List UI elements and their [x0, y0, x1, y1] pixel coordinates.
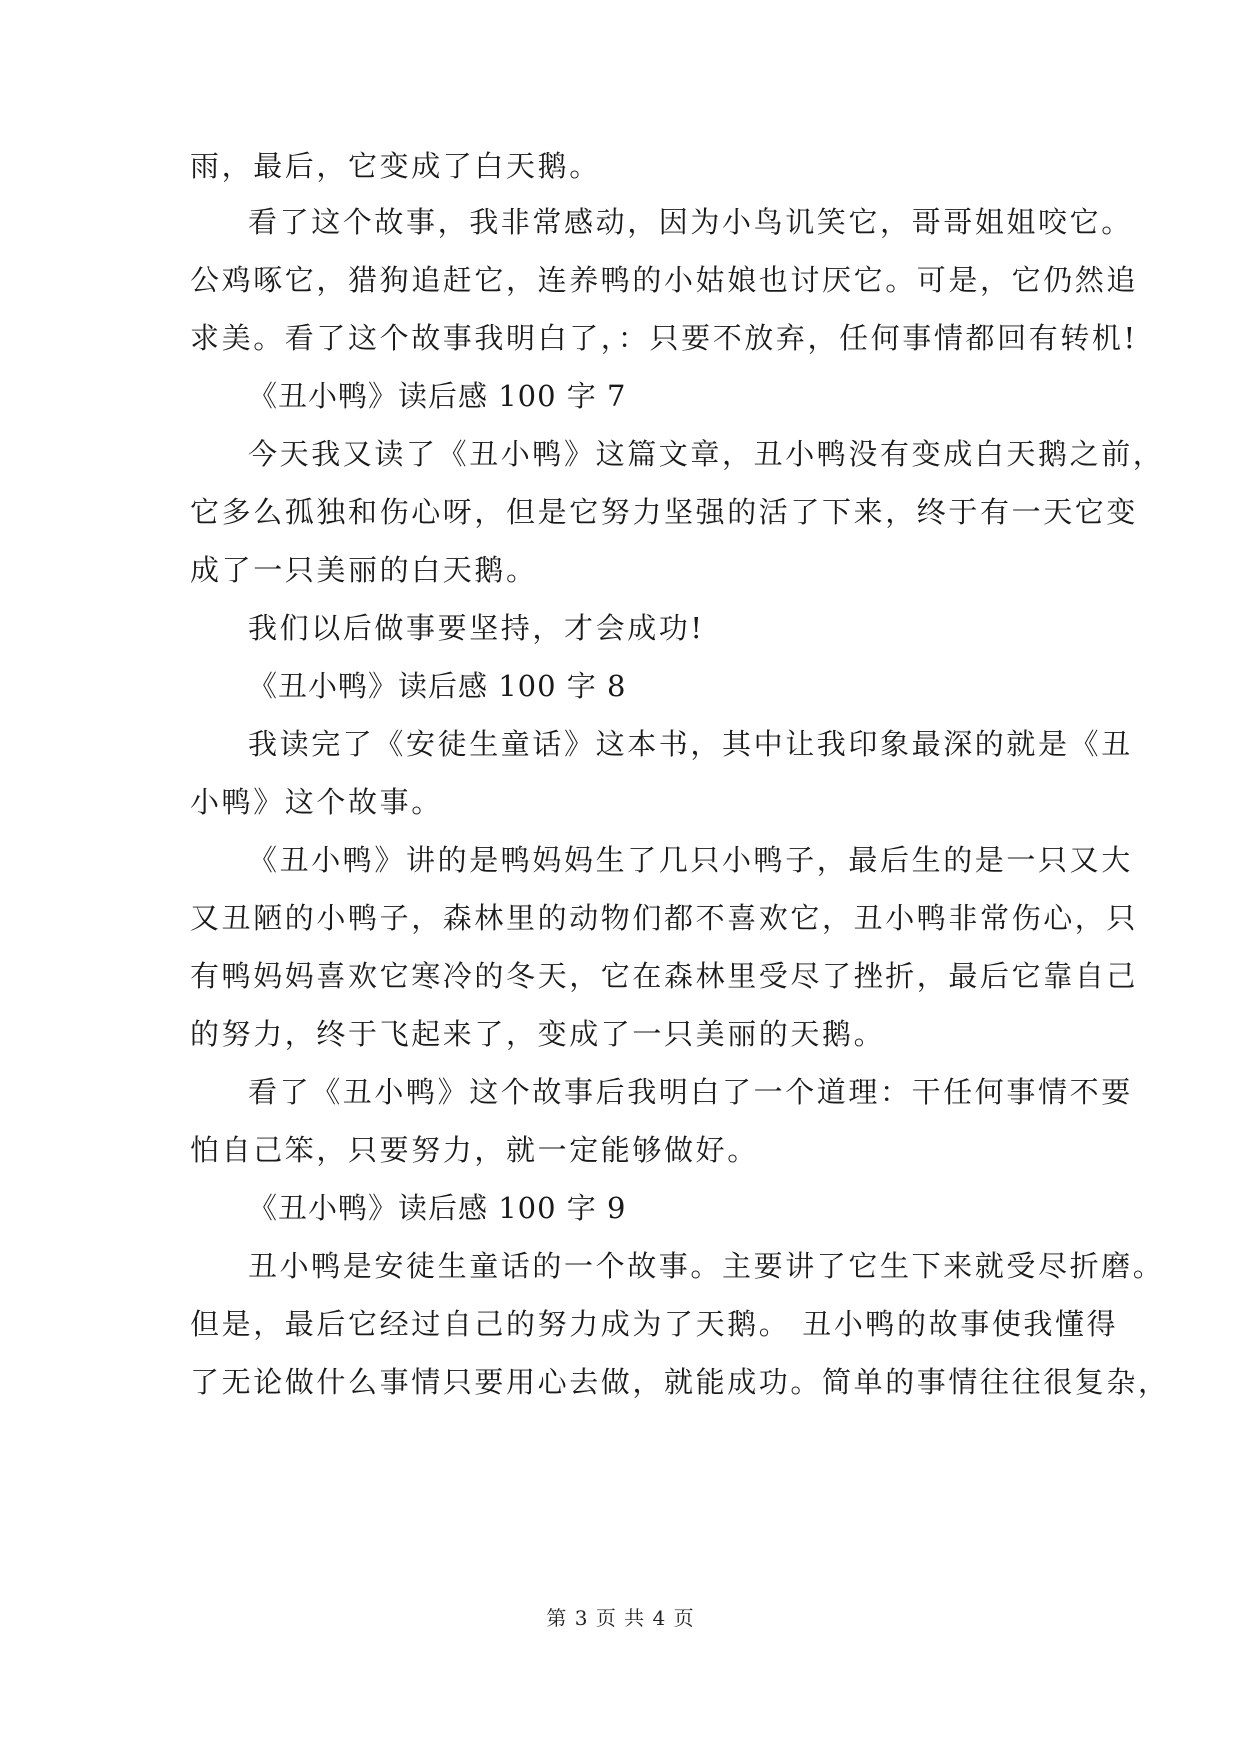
paragraph-line: 《丑小鸭》讲的是鸭妈妈生了几只小鸭子，最后生的是一只又大	[248, 843, 1133, 877]
paragraph-line: 看了《丑小鸭》这个故事后我明白了一个道理：干任何事情不要	[248, 1075, 1133, 1109]
paragraph-line: 我们以后做事要坚持，才会成功!	[248, 611, 705, 645]
paragraph-line: 它多么孤独和伤心呀，但是它努力坚强的活了下来，终于有一天它变	[190, 495, 1139, 529]
paragraph-line: 但是，最后它经过自己的努力成为了天鹅。 丑小鸭的故事使我懂得	[190, 1307, 1119, 1341]
paragraph-line: 的努力，终于飞起来了，变成了一只美丽的天鹅。	[190, 1017, 886, 1051]
paragraph-line: 雨，最后，它变成了白天鹅。	[190, 149, 601, 183]
section-heading: 《丑小鸭》读后感 100 字 9	[248, 1191, 627, 1225]
paragraph-line: 丑小鸭是安徒生童话的一个故事。主要讲了它生下来就受尽折磨。	[248, 1249, 1165, 1283]
section-heading: 《丑小鸭》读后感 100 字 7	[248, 379, 627, 413]
paragraph-line: 成了一只美丽的白天鹅。	[190, 553, 538, 587]
paragraph-line: 小鸭》这个故事。	[190, 785, 443, 819]
paragraph-line: 有鸭妈妈喜欢它寒冷的冬天，它在森林里受尽了挫折，最后它靠自己	[190, 959, 1139, 993]
page-footer: 第 3 页 共 4 页	[546, 1606, 695, 1630]
paragraph-line: 公鸡啄它，猎狗追赶它，连养鸭的小姑娘也讨厌它。可是，它仍然追	[190, 263, 1139, 297]
paragraph-line: 了无论做什么事情只要用心去做，就能成功。简单的事情往往很复杂，	[190, 1365, 1170, 1399]
section-heading: 《丑小鸭》读后感 100 字 8	[248, 669, 627, 703]
paragraph-line: 怕自己笨，只要努力，就一定能够做好。	[190, 1133, 759, 1167]
paragraph-line: 又丑陋的小鸭子，森林里的动物们都不喜欢它，丑小鸭非常伤心，只	[190, 901, 1139, 935]
paragraph-line: 看了这个故事，我非常感动，因为小鸟讥笑它，哥哥姐姐咬它。	[248, 205, 1133, 239]
paragraph-line: 今天我又读了《丑小鸭》这篇文章，丑小鸭没有变成白天鹅之前，	[248, 437, 1165, 471]
paragraph-line: 求美。看了这个故事我明白了，：只要不放弃，任何事情都回有转机!	[190, 321, 1138, 355]
paragraph-line: 我读完了《安徒生童话》这本书，其中让我印象最深的就是《丑	[248, 727, 1133, 761]
